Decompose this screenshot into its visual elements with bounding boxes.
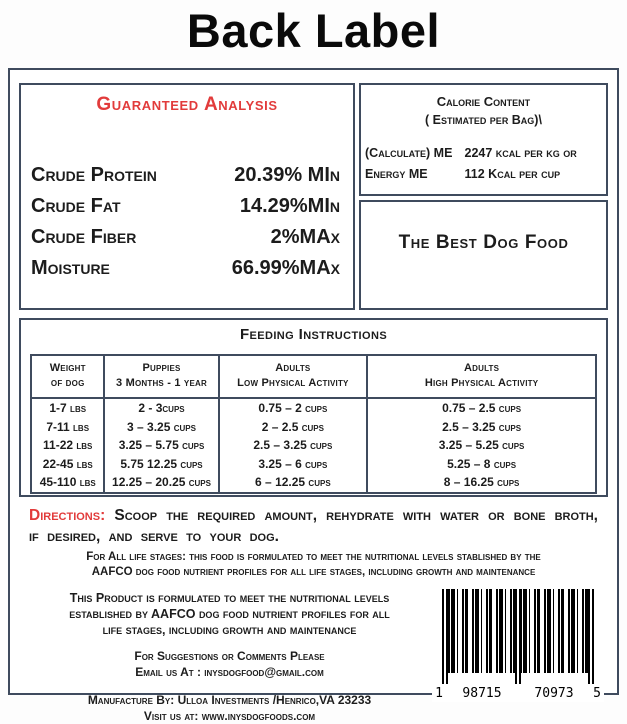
suggestions-line: For Suggestions or Comments Please <box>27 649 432 665</box>
column-header-puppies: Puppies 3 Months - 1 year <box>104 355 218 398</box>
manufacturer-website: Visit us at: www.inysdogfoods.com <box>27 709 432 724</box>
calorie-label: Energy ME <box>365 164 465 185</box>
feeding-table-header <box>31 355 596 398</box>
aafco-statement-line: established by AAFCO dog food nutrient profiles for all <box>27 606 432 622</box>
analysis-value: 2%MAx <box>271 222 340 253</box>
all-life-stages-line: AAFCO dog food nutrient profiles for all life stages, including growth and maintenance <box>19 565 608 580</box>
cell-adults-high: 8 – 16.25 cups <box>367 473 596 493</box>
calorie-row <box>365 143 602 164</box>
manufacturer-line: Manufacture By: Ulloa Investments /Henrico,VA 23233 <box>27 693 432 709</box>
top-section <box>19 83 608 310</box>
analysis-value: 66.99%MAx <box>232 253 340 284</box>
analysis-label: Moisture <box>31 253 110 284</box>
cell-adults-low: 0.75 – 2 cups <box>219 398 368 418</box>
table-row <box>31 455 596 474</box>
calorie-content-section <box>359 83 608 196</box>
page-title: Back Label <box>0 0 627 66</box>
cell-adults-low: 2.5 – 3.25 cups <box>219 436 368 455</box>
feeding-instructions-section <box>19 318 608 497</box>
calorie-content-title: Calorie Content <box>365 94 602 109</box>
cell-puppies: 5.75 12.25 cups <box>104 455 218 474</box>
cell-weight: 45-110 lbs <box>31 473 104 493</box>
brand-section <box>359 200 608 310</box>
table-row <box>31 398 596 418</box>
brand-name: The Best Dog Food <box>399 232 569 254</box>
cell-puppies: 2 - 3cups <box>104 398 218 418</box>
calorie-content-subtitle: ( Estimated per Bag)\ <box>365 113 602 127</box>
column-header-weight: Weight of dog <box>31 355 104 398</box>
cell-adults-low: 6 – 12.25 cups <box>219 473 368 493</box>
cell-weight: 1-7 lbs <box>31 398 104 418</box>
bottom-left-column <box>19 586 432 724</box>
cell-adults-low: 2 – 2.5 cups <box>219 418 368 437</box>
column-header-adults-low: Adults Low Physical Activity <box>219 355 368 398</box>
all-life-stages-note <box>19 550 608 579</box>
barcode-guard-left <box>442 589 448 684</box>
feeding-table <box>30 354 597 494</box>
barcode-digit-group: 98715 <box>446 686 518 701</box>
label-border <box>8 68 619 695</box>
analysis-row <box>31 191 340 222</box>
barcode-guard-center <box>515 589 521 684</box>
directions-text: Scoop the required amount, rehydrate with water or bone broth, if desired, and serve to your dog. <box>29 507 598 545</box>
guaranteed-analysis-title: Guaranteed Analysis <box>21 94 353 116</box>
analysis-label: Crude Protein <box>31 160 157 191</box>
barcode <box>432 586 604 702</box>
bottom-section <box>19 586 608 724</box>
calorie-content-rows <box>365 143 602 185</box>
cell-puppies: 3.25 – 5.75 cups <box>104 436 218 455</box>
cell-weight: 11-22 lbs <box>31 436 104 455</box>
aafco-statement-line: life stages, including growth and maintenance <box>27 622 432 638</box>
barcode-digit-group: 70973 <box>518 686 590 701</box>
analysis-label: Crude Fat <box>31 191 121 222</box>
barcode-digit: 1 <box>432 686 446 701</box>
manufacturer-info <box>27 693 432 724</box>
cell-adults-low: 3.25 – 6 cups <box>219 455 368 474</box>
cell-adults-high: 3.25 – 5.25 cups <box>367 436 596 455</box>
feeding-table-body <box>31 398 596 493</box>
cell-weight: 7-11 lbs <box>31 418 104 437</box>
analysis-row <box>31 222 340 253</box>
directions-label: Directions: <box>29 507 105 524</box>
cell-adults-high: 0.75 – 2.5 cups <box>367 398 596 418</box>
calorie-label: (Calculate) ME <box>365 143 465 164</box>
contact-email: Email us At : inysdogfood@gmail.com <box>27 665 432 681</box>
top-right-column <box>359 83 608 310</box>
analysis-value: 20.39% MIn <box>234 160 340 191</box>
feeding-instructions-title: Feeding Instructions <box>21 326 606 343</box>
cell-adults-high: 2.5 – 3.25 cups <box>367 418 596 437</box>
analysis-row <box>31 160 340 191</box>
column-header-adults-high: Adults High Physical Activity <box>367 355 596 398</box>
analysis-label: Crude Fiber <box>31 222 136 253</box>
barcode-digits <box>432 686 604 701</box>
barcode-digit: 5 <box>590 686 604 701</box>
table-row <box>31 436 596 455</box>
guaranteed-analysis-rows <box>21 160 353 284</box>
suggestions-note <box>27 649 432 680</box>
calorie-value: 2247 kcal per kg or <box>465 143 602 164</box>
cell-puppies: 12.25 – 20.25 cups <box>104 473 218 493</box>
guaranteed-analysis-section <box>19 83 355 310</box>
cell-adults-high: 5.25 – 8 cups <box>367 455 596 474</box>
table-row <box>31 473 596 493</box>
cell-puppies: 3 – 3.25 cups <box>104 418 218 437</box>
analysis-value: 14.29%MIn <box>240 191 340 222</box>
table-row <box>31 418 596 437</box>
aafco-statement-line: This Product is formulated to meet the nutritional levels <box>27 590 432 606</box>
analysis-row <box>31 253 340 284</box>
calorie-value: 112 Kcal per cup <box>465 164 602 185</box>
aafco-statement <box>27 590 432 638</box>
directions <box>29 505 598 547</box>
all-life-stages-line: For All life stages: this food is formulated to meet the nutritional levels stablished by the <box>19 550 608 565</box>
calorie-row <box>365 164 602 185</box>
cell-weight: 22-45 lbs <box>31 455 104 474</box>
barcode-guard-right <box>588 589 594 684</box>
